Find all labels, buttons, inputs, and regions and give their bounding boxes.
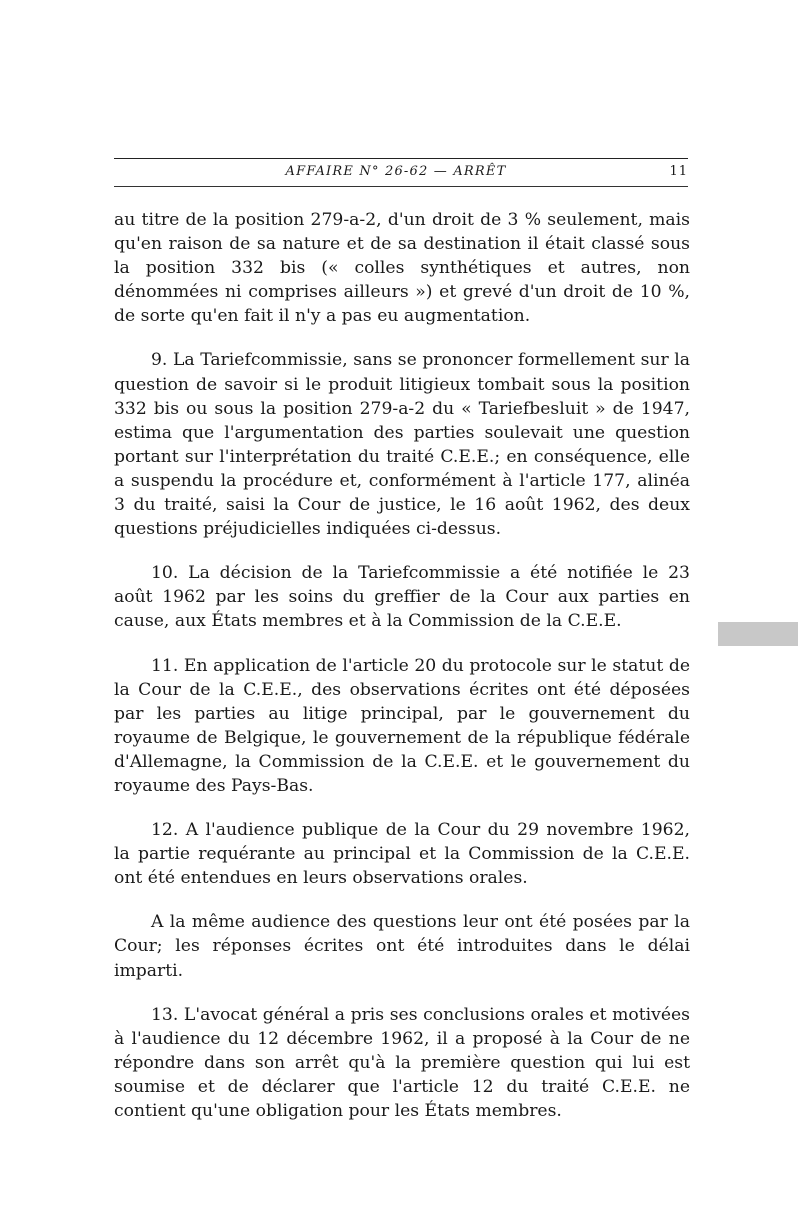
paragraph-continuation: au titre de la position 279-a-2, d'un droit de 3 % seulement, mais qu'en raison de sa nature et de sa destination il était classé sous la position 332 bis (« colles synthétiques et autres, non dénommées ni comprises ailleurs ») et grevé d'un droit de 10 %, de sorte qu'en fait il n'y a pas eu augmentation.: [114, 210, 690, 327]
paragraph-12: 12. A l'audience publique de la Cour du 29 novembre 1962, la partie requérante au principal et la Commission de la C.E.E. ont été entendues en leurs observations orales.: [114, 820, 690, 889]
paragraph-12-continued: A la même audience des questions leur ont été posées par la Cour; les réponses écrites ont été introduites dans le délai imparti.: [114, 912, 690, 981]
side-page-tab: [718, 622, 798, 646]
paragraph-11: 11. En application de l'article 20 du protocole sur le statut de la Cour de la C.E.E., des observations écrites ont été déposées par les parties au litige principal, par le gouvernement du royaume de Belgique, le gouvernement de la république fédérale d'Allemagne, la Commission de la C.E.E. et le gouvernement du royaume des Pays-Bas.: [114, 655, 690, 796]
page-number: 11: [669, 164, 688, 179]
running-header: [114, 164, 688, 186]
running-header-title: AFFAIRE N° 26-62 — ARRÊT: [285, 164, 507, 179]
header-bottom-rule: [114, 186, 688, 187]
paragraph-9: 9. La Tariefcommissie, sans se prononcer formellement sur la question de savoir si le produit litigieux tombait sous la position 332 bis ou sous la position 279-a-2 du « Tariefbesluit » de 1947, estima que l'argumentation des parties soulevait une question portant sur l'interprétation du traité C.E.E.; en conséquence, elle a suspendu la procédure et, conformément à l'article 177, alinéa 3 du traité, saisi la Cour de justice, le 16 août 1962, des deux questions préjudicielles indiquées ci-dessus.: [114, 350, 690, 540]
document-body: [114, 208, 690, 1143]
paragraph-13: 13. L'avocat général a pris ses conclusions orales et motivées à l'audience du 12 décembre 1962, il a proposé à la Cour de ne répondre dans son arrêt qu'à la première question qui lui est soumise et de déclarer que l'article 12 du traité C.E.E. ne contient qu'une obligation pour les États membres.: [114, 1004, 690, 1121]
header-top-rule: [114, 158, 688, 159]
paragraph-10: 10. La décision de la Tariefcommissie a été notifiée le 23 août 1962 par les soins du greffier de la Cour aux parties en cause, aux États membres et à la Commission de la C.E.E.: [114, 563, 690, 632]
